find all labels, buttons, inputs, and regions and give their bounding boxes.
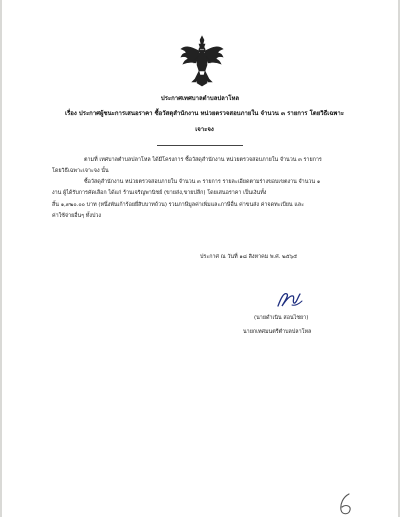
body-paragraph-2-line-1: ซื้อวัสดุสำนักงาน หน่วยตรวจสอบภายใน จำนวน ๓ รายการ รายละเอียดตามร่างขอบเขตงาน จำนวน ๑ <box>84 179 321 185</box>
body-paragraph-2-line-2: งาน ผู้ได้รับการคัดเลือก ได้แก่ ร้านเจริญพานิชย์ (ขายส่ง,ขายปลีก) โดยเสนอราคา เป็นเงินทั้ง <box>52 190 267 196</box>
body-paragraph-1-line-2: โดยวิธีเฉพาะเจาะจง นั้น <box>52 168 109 174</box>
signature-image <box>272 288 306 312</box>
garuda-emblem-icon <box>180 35 224 87</box>
body-paragraph-1-line-1: ตามที่ เทศบาลตำบลปลาโหล ได้มีโครงการ ซื้อวัสดุสำนักงาน หน่วยตรวจสอบภายใน จำนวน ๓ รายการ <box>84 157 322 163</box>
body-paragraph-2-line-3: สิ้น ๑,๙๒๐.๐๐ บาท (หนึ่งพันเก้าร้อยยี่สิบบาทถ้วน) รวมภาษีมูลค่าเพิ่มและภาษีอื่น ค่าขนส่ง ค่าจดทะเบียน และ <box>52 202 305 208</box>
title-divider <box>157 145 243 146</box>
document-subject-line-1: เรื่อง ประกาศผู้ชนะการเสนอราคา ซื้อวัสดุสำนักงาน หน่วยตรวจสอบภายใน จำนวน ๓ รายการ โดยวิธีเฉพาะ <box>65 110 344 117</box>
body-paragraph-2-line-4: ค่าใช้จ่ายอื่นๆ ทั้งปวง <box>52 213 102 219</box>
announcement-date: ประกาศ ณ วันที่ ๑๘ สิงหาคม พ.ศ. ๒๕๖๕ <box>200 254 298 260</box>
page-edge-left <box>0 0 2 517</box>
document-subject-line-2: เจาะจง <box>195 126 214 133</box>
signer-name: (นายดำเนิน สอนไชยา) <box>254 315 309 321</box>
document-title: ประกาศเทศบาลตำบลปลาโหล <box>160 95 240 102</box>
handwritten-page-number <box>337 492 355 517</box>
signer-title: นายกเทศมนตรีตำบลปลาโหล <box>243 329 312 335</box>
